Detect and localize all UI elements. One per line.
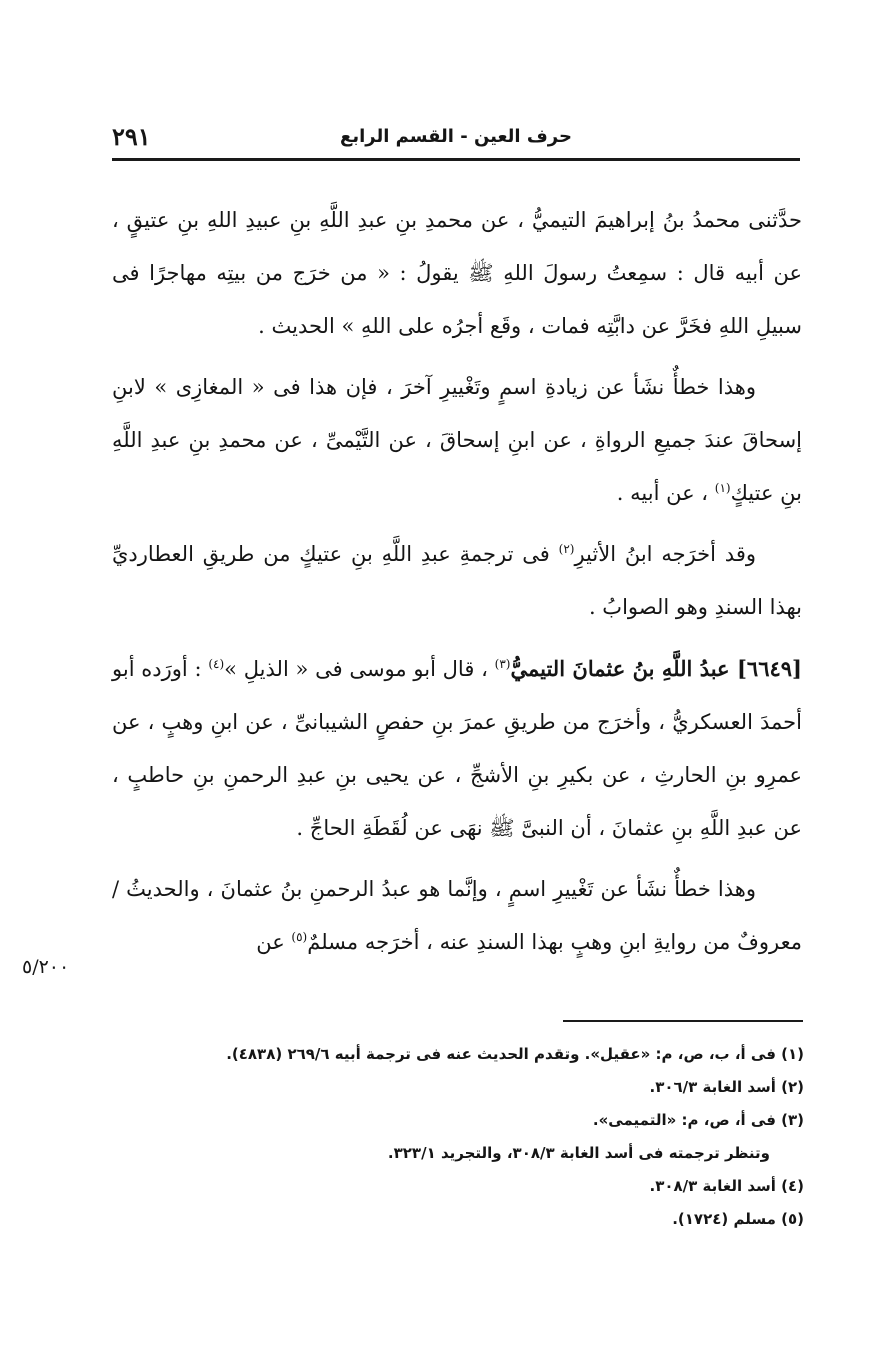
paragraph-3-start: وقد أخرَجه ابنُ الأثيرِ bbox=[574, 542, 757, 566]
paragraph-2-end: ، عن أبيه . bbox=[616, 481, 715, 505]
footnotes bbox=[112, 1038, 804, 1236]
running-title: حرف العين - القسم الرابع bbox=[340, 126, 572, 147]
paragraph-3 bbox=[112, 528, 802, 634]
entry-heading: [٦٦٤٩] عبدُ اللَّهِ بنُ عثمانَ التيميُّ bbox=[510, 656, 802, 681]
page-number: ٢٩١ bbox=[112, 122, 151, 151]
footnote-3: (٣) فى أ، ص، م: «التميمى». bbox=[592, 1111, 804, 1129]
footnote-ref-1[interactable]: (١) bbox=[714, 481, 731, 495]
footnote-4: (٤) أسد الغابة ٣٠٨/٣. bbox=[649, 1177, 804, 1195]
footnote-ref-5[interactable]: (٥) bbox=[291, 930, 308, 944]
margin-reference: ٥/٢٠٠ bbox=[22, 956, 70, 978]
main-text bbox=[112, 194, 802, 969]
entry-text-start: ، قال أبو موسى فى « الذيلِ » bbox=[224, 657, 495, 681]
footnote-2: (٢) أسد الغابة ٣٠٦/٣. bbox=[649, 1078, 804, 1096]
footnote-ref-3[interactable]: (٣) bbox=[494, 657, 511, 671]
paragraph-3-end: فى ترجمةِ عبدِ اللَّهِ بنِ عتيكٍ من طريقِ العطارديِّ بهذا السندِ وهو الصوابُ . bbox=[112, 542, 802, 619]
paragraph-5-end: عن bbox=[256, 930, 292, 954]
page-header bbox=[112, 118, 800, 161]
paragraph-5-start: وهذا خطأٌ نشَأ عن تَغْييرِ اسمٍ ، وإنَّما هو عبدُ الرحمنِ بنُ عثمانَ ، والحديثُ /معروفٌ من روايةِ ابنِ وهبٍ بهذا السندِ عنه ، أخرَجه مسلمٌ bbox=[112, 877, 802, 954]
paragraph-2 bbox=[112, 361, 802, 520]
footnote-1: (١) فى أ، ب، ص، م: «عقيل». وتقدم الحديث عنه فى ترجمة أبيه ٢٦٩/٦ (٤٨٣٨). bbox=[226, 1045, 804, 1063]
paragraph-2-text: وهذا خطأٌ نشَأ عن زيادةِ اسمٍ وتَغْييرِ آخرَ ، فإن هذا فى « المغازِى » لابنِ إسحاقَ عندَ جميعِ الرواةِ ، عن ابنِ إسحاقَ ، عن التَّيْمىِّ ، عن محمدِ بنِ عبدِ اللَّهِ بنِ عتيكٍ bbox=[112, 375, 802, 505]
paragraph-5 bbox=[112, 863, 802, 969]
footnote-3-continued: وتنظر ترجمته فى أسد الغابة ٣٠٨/٣، والتجريد ٣٢٣/١. bbox=[387, 1144, 770, 1162]
footnote-ref-4[interactable]: (٤) bbox=[208, 657, 225, 671]
entry-text-body: : أورَده أبو أحمدَ العسكريُّ ، وأخرَج من طريقِ عمرَ بنِ حفصٍ الشيبانىِّ ، عن ابنِ وهبٍ ، عن عمرِو بنِ الحارثِ ، عن بكيرِ بنِ الأشجِّ ، عن يحيى بنِ عبدِ الرحمنِ بنِ حاطبٍ ، عن عبدِ اللَّهِ بنِ عثمانَ ، أن النبىَّ ﷺ نهَى عن لُقَطَةِ الحاجِّ . bbox=[112, 657, 802, 840]
entry-6649 bbox=[112, 642, 802, 855]
footnote-5: (٥) مسلم (١٧٢٤). bbox=[672, 1210, 804, 1228]
footnote-divider bbox=[563, 1020, 803, 1022]
footnote-ref-2[interactable]: (٢) bbox=[558, 542, 575, 556]
paragraph-1: حدَّثنى محمدُ بنُ إبراهيمَ التيميُّ ، عن محمدِ بنِ عبدِ اللَّهِ بنِ عبيدِ اللهِ بنِ عتيقٍ ، عن أبيه قال : سمِعتُ رسولَ اللهِ ﷺ يقولُ : « من خرَج من بيتِه مهاجرًا فى سبيلِ اللهِ فخَرَّ عن دابَّتِه فمات ، وقَع أجرُه على اللهِ » الحديث . bbox=[112, 208, 802, 338]
